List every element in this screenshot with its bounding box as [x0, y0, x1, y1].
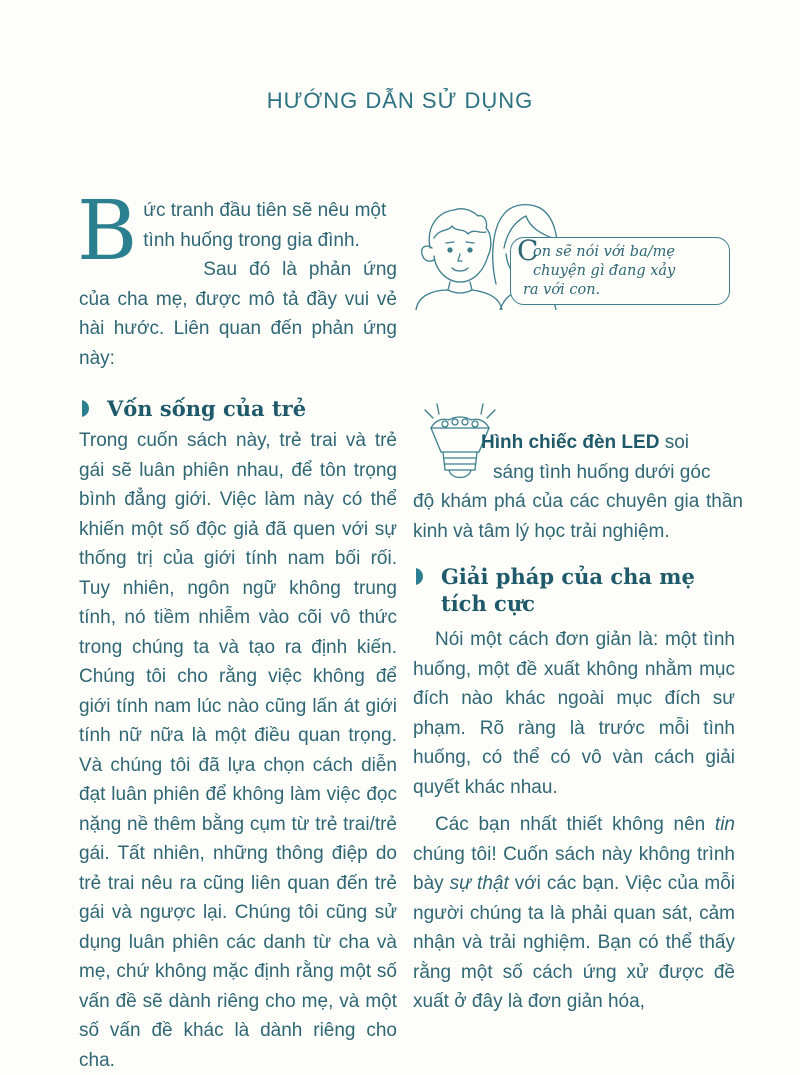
speech-bubble-text [517, 234, 725, 300]
p2-b: chúng tôi! Cuốn sách này không trình bày [413, 843, 735, 894]
section2-para-2 [413, 810, 735, 1017]
speech-line-1: on sẽ nói với ba/mẹ [533, 244, 675, 260]
led-text [413, 428, 743, 546]
heading-text: Vốn sống của trẻ [107, 396, 307, 421]
left-column [77, 184, 397, 1075]
intro-paragraph-2: Sau đó là phản ứng của cha mẹ, được mô tả đầy vui vẻ hài hước. Liên quan đến phản ứng này: [79, 259, 397, 369]
intro-line-2: tình huống trong gia đình. [143, 229, 360, 251]
speech-bubble-cap: C [517, 234, 539, 267]
dropcap: B [77, 184, 138, 279]
led-bold: Hình chiếc đèn LED [481, 432, 660, 453]
section-heading-solution [413, 563, 735, 617]
speech-bubble [510, 234, 730, 305]
p2-em-2: sự thật [449, 873, 509, 894]
led-after-bold: soi [659, 432, 689, 453]
led-line-2: sáng tình huống dưới góc [493, 461, 711, 483]
led-rest: độ khám phá của các chuyên gia thần kinh và tâm lý học trải nghiệm. [413, 491, 743, 542]
section-heading-child-experience [79, 395, 397, 422]
heading-text: Giải pháp của cha mẹ tích cực [441, 564, 695, 616]
p2-em-1: tin [714, 814, 735, 835]
intro-line-1: ức tranh đầu tiên sẽ nêu một [143, 200, 387, 221]
right-column [413, 563, 735, 1017]
section-bullet-icon [79, 400, 89, 417]
speech-line-2: chuyện gì đang xảy [533, 263, 676, 279]
p2-c: với các bạn. Việc của mỗi người chúng ta là phải quan sát, cảm nhận và trải nghiệm. Bạn có thể thấy rằng một số cách ứng xử được đề xuất ở đây là đơn giản hóa, [413, 873, 735, 1012]
p2-a: Các bạn nhất thiết không nên [435, 814, 715, 835]
boy-illustration [416, 209, 502, 310]
section2-para-1: Nói một cách đơn giản là: một tình huống, một đề xuất không nhằm mục đích nào khác ngoài mục đích sư phạm. Rõ ràng là trước mỗi tình huống, có thể có vô vàn cách giải quyết khác nhau. [413, 629, 735, 798]
intro [77, 184, 397, 373]
page-title: HƯỚNG DẪN SỬ DỤNG [266, 88, 534, 113]
speech-line-3: ra với con. [523, 282, 601, 298]
section1-body: Trong cuốn sách này, trẻ trai và trẻ gái sẽ luân phiên nhau, để tôn trọng bình đẳng giới. Việc làm này có thể khiến một số độc giả đã quen với sự thống trị của giới tính nam bối rối. Tuy nhiên, ngôn ngữ không trung tính, nó tiềm nhiễm vào cõi vô thức trong chúng ta và tạo ra định kiến. Chúng tôi cho rằng việc không để giới tính nam lúc nào cũng lấn át giới tính nữ nữa là một điều quan trọng. Và chúng tôi đã lựa chọn cách diễn đạt luân phiên để không làm việc đọc nặng nề thêm bằng cụm từ trẻ trai/trẻ gái. Tất nhiên, những thông điệp do trẻ trai nêu ra cũng liên quan đến trẻ gái và ngược lại. Chúng tôi cũng sử dụng luân phiên các danh từ cha và mẹ, chứ không mặc định rằng một số vấn đề sẽ dành riêng cho mẹ, và một số vấn đề khác là dành riêng cho cha. [79, 430, 397, 1071]
section-bullet-icon [413, 568, 423, 585]
